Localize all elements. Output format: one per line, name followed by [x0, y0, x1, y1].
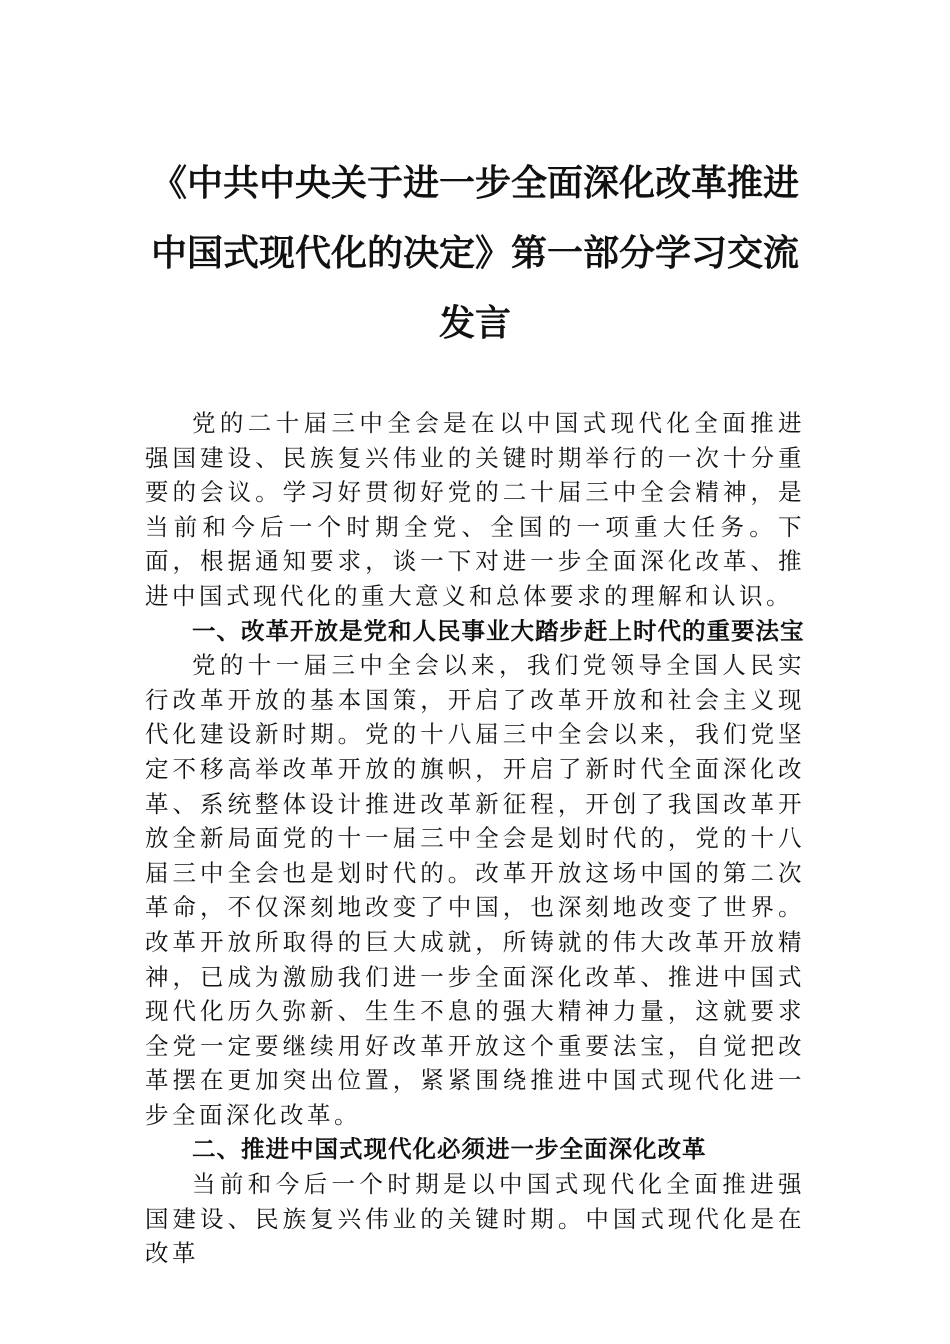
title-line-1: 《中共中央关于进一步全面深化改革推进: [150, 162, 799, 204]
section-heading-2: 二、推进中国式现代化必须进一步全面深化改革: [192, 1135, 707, 1164]
document-page: [145, 148, 805, 1271]
paragraph-section-1: 党的十一届三中全会以来，我们党领导全国人民实行改革开放的基本国策，开启了改革开放和社会主义现代化建设新时期。党的十八届三中全会以来，我们党坚定不移高举改革开放的旗帜，开启了新时代全面深化改革、系统整体设计推进改革新征程，开创了我国改革开放全新局面党的十一届三中全会是划时代的，党的十八届三中全会也是划时代的。改革开放这场中国的第二次革命，不仅深刻地改变了中国，也深刻地改变了世界。改革开放所取得的巨大成就，所铸就的伟大改革开放精神，已成为激励我们进一步全面深化改革、推进中国式现代化历久弥新、生生不息的强大精神力量，这就要求全党一定要继续用好改革开放这个重要法宝，自觉把改革摆在更加突出位置，紧紧围绕推进中国式现代化进一步全面深化改革。: [145, 651, 805, 1129]
section-heading-1: 一、改革开放是党和人民事业大踏步赶上时代的重要法宝: [192, 616, 805, 645]
paragraph-intro: 党的二十届三中全会是在以中国式现代化全面推进强国建设、民族复兴伟业的关键时期举行的一次十分重要的会议。学习好贯彻好党的二十届三中全会精神，是当前和今后一个时期全党、全国的一项重大任务。下面，根据通知要求，谈一下对进一步全面深化改革、推进中国式现代化的重大意义和总体要求的理解和认识。: [145, 409, 805, 610]
title-line-3: 发言: [438, 302, 511, 344]
document-body: [145, 406, 805, 1271]
paragraph-section-2: 当前和今后一个时期是以中国式现代化全面推进强国建设、民族复兴伟业的关键时期。中国式现代化是在改革: [145, 1170, 805, 1268]
title-line-2: 中国式现代化的决定》第一部分学习交流: [150, 232, 799, 274]
document-title: [135, 148, 815, 358]
